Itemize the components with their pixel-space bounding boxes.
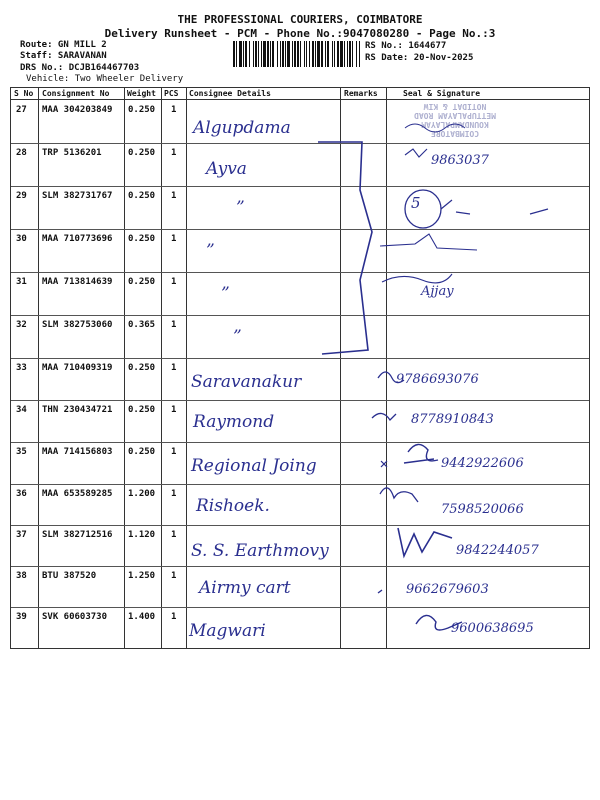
route-label: Route: GN MILL 2: [20, 40, 107, 50]
row-weight: 0.250: [128, 447, 156, 457]
row-consignment-no: MAA 710409319: [42, 363, 113, 373]
row-pcs: 1: [171, 530, 177, 540]
row-consignee-handwritten: Airmy cart: [199, 578, 291, 598]
row-consignment-no: SVK 60603730: [42, 612, 108, 622]
row-sno: 27: [16, 105, 27, 115]
row-signature-phone: 7598520066: [441, 502, 524, 517]
row-consignment-no: MAA 653589285: [42, 489, 113, 499]
staff-label: Staff: SARAVANAN: [20, 51, 107, 61]
row-consignment-no: THN 230434721: [42, 405, 113, 415]
row-consignee-handwritten: Algupdama: [193, 118, 291, 138]
row-weight: 0.250: [128, 148, 156, 158]
row-weight: 1.400: [128, 612, 156, 622]
row-pcs: 1: [171, 191, 177, 201]
row-signature-phone: 8778910843: [411, 412, 494, 427]
row-consignment-no: MAA 304203849: [42, 105, 113, 115]
header-consignment: Consignment No: [42, 89, 110, 98]
row-consignee-handwritten: ”: [206, 241, 215, 261]
row-weight: 0.250: [128, 363, 156, 373]
row-consignee-handwritten: Magwari: [189, 621, 266, 641]
header-weight: Weight: [127, 89, 156, 98]
row-consignment-no: SLM 382753060: [42, 320, 113, 330]
row-pcs: 1: [171, 277, 177, 287]
row-consignee-handwritten: Regional Joing: [191, 456, 317, 476]
row-weight: 0.365: [128, 320, 156, 330]
row-pcs: 1: [171, 489, 177, 499]
row-consignment-no: MAA 713814639: [42, 277, 113, 287]
header-seal-signature: Seal & Signature: [403, 89, 481, 98]
row-consignment-no: MAA 714156803: [42, 447, 113, 457]
row-consignee-handwritten: ”: [233, 327, 242, 347]
row-consignee-handwritten: ”: [236, 198, 245, 218]
row-pcs: 1: [171, 105, 177, 115]
barcode: [233, 41, 361, 67]
row-sno: 29: [16, 191, 27, 201]
row-signature-phone: 9863037: [431, 153, 489, 168]
row-pcs: 1: [171, 405, 177, 415]
row-pcs: 1: [171, 447, 177, 457]
row-consignee-handwritten: ”: [221, 284, 230, 304]
row-consignment-no: SLM 382712516: [42, 530, 113, 540]
row-signature-phone: 9600638695: [451, 621, 534, 636]
row-signature-phone: Ajjay: [421, 284, 454, 299]
row-sno: 39: [16, 612, 27, 622]
row-sno: 34: [16, 405, 27, 415]
row-consignment-no: MAA 710773696: [42, 234, 113, 244]
row-signature-phone: 9662679603: [406, 582, 489, 597]
row-sno: 38: [16, 571, 27, 581]
row-sno: 32: [16, 320, 27, 330]
row-pcs: 1: [171, 612, 177, 622]
row-consignment-no: SLM 382731767: [42, 191, 113, 201]
row-pcs: 1: [171, 363, 177, 373]
row-remark-handwritten: 5: [411, 194, 421, 212]
row-pcs: 1: [171, 148, 177, 158]
rs-date: RS Date: 20-Nov-2025: [365, 53, 474, 63]
runsheet-table: [10, 87, 590, 649]
header-consignee: Consignee Details: [189, 89, 271, 98]
row-pcs: 1: [171, 320, 177, 330]
row-consignment-no: BTU 387520: [42, 571, 97, 581]
runsheet-subtitle: Delivery Runsheet - PCM - Phone No.:9047080280 - Page No.:3: [104, 27, 496, 40]
row-consignee-handwritten: Raymond: [193, 412, 275, 432]
row-sno: 35: [16, 447, 27, 457]
row-pcs: 1: [171, 234, 177, 244]
row-sno: 33: [16, 363, 27, 373]
row-weight: 1.200: [128, 489, 156, 499]
row-sno: 36: [16, 489, 27, 499]
row-weight: 1.120: [128, 530, 156, 540]
row-pcs: 1: [171, 571, 177, 581]
row-weight: 0.250: [128, 105, 156, 115]
row-weight: 1.250: [128, 571, 156, 581]
row-sno: 31: [16, 277, 27, 287]
row-weight: 0.250: [128, 191, 156, 201]
rs-number: RS No.: 1644677: [365, 41, 447, 51]
row-consignee-handwritten: Saravanakur: [191, 372, 302, 392]
drs-label: DRS No.: DCJB164467703: [20, 63, 140, 73]
row-signature-phone: 9442922606: [441, 456, 524, 471]
row-consignment-no: TRP 5136201: [42, 148, 102, 158]
row-weight: 0.250: [128, 405, 156, 415]
row-consignee-handwritten: S. S. Earthmovy: [191, 541, 329, 561]
header-sno: S No: [14, 89, 34, 98]
row-sno: 37: [16, 530, 27, 540]
row-signature-phone: 9842244057: [456, 543, 539, 558]
vehicle-label: Vehicle: Two Wheeler Delivery: [26, 74, 184, 84]
courier-stamp: COIMBATORE KOUNDAMPALAYAM METTUPALAYAM ROAD NOTIDAT & KIW: [414, 102, 496, 138]
row-weight: 0.250: [128, 277, 156, 287]
company-title: THE PROFESSIONAL COURIERS, COIMBATORE: [177, 13, 423, 26]
row-sno: 28: [16, 148, 27, 158]
header-pcs: PCS: [164, 89, 179, 98]
row-sno: 30: [16, 234, 27, 244]
row-consignee-handwritten: Rishoek.: [196, 496, 270, 516]
row-weight: 0.250: [128, 234, 156, 244]
row-consignee-handwritten: Ayva: [206, 159, 247, 179]
header-remarks: Remarks: [344, 89, 378, 98]
row-signature-phone: 9786693076: [396, 372, 479, 387]
